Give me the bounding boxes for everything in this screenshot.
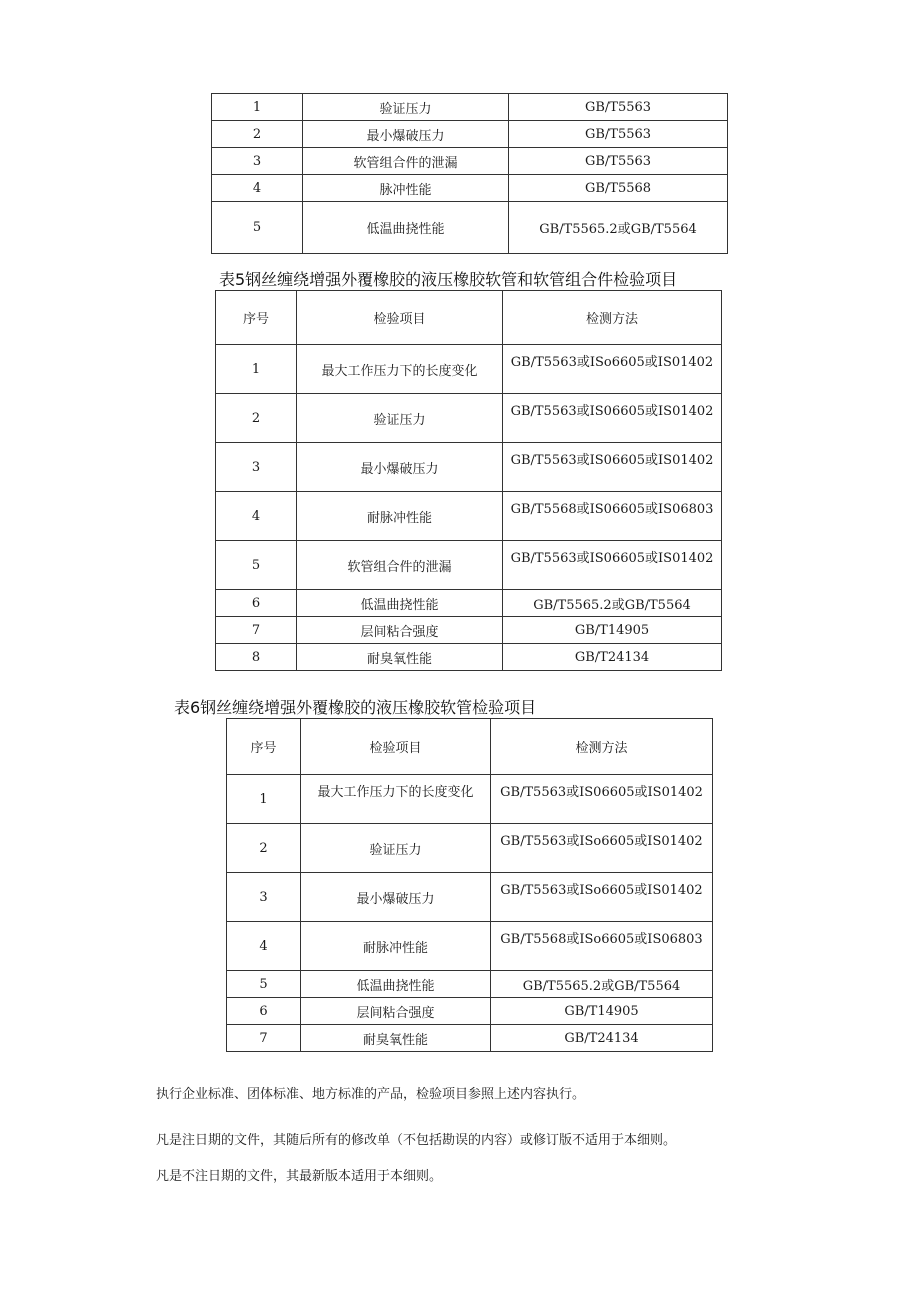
- cell-no: 4: [216, 492, 297, 541]
- cell-method: GB/T5563或IS06605或IS01402: [503, 443, 722, 492]
- cell-no: 4: [212, 175, 303, 202]
- cell-method: GB/T5565.2或GB/T5564: [503, 590, 722, 617]
- cell-method: GB/T24134: [491, 1025, 713, 1052]
- cell-no: 6: [227, 998, 301, 1025]
- cell-method: GB/T5563: [509, 121, 728, 148]
- cell-no: 5: [227, 971, 301, 998]
- cell-no: 3: [212, 148, 303, 175]
- cell-method: GB/T5563或ISo6605或IS01402: [491, 824, 713, 873]
- table-row: [212, 202, 728, 254]
- cell-method: GB/T5563或ISo6605或IS01402: [491, 873, 713, 922]
- table-row: [212, 94, 728, 121]
- cell-method: GB/T5563: [509, 94, 728, 121]
- cell-method: GB/T5563或IS06605或IS01402: [503, 541, 722, 590]
- cell-item: 脉冲性能: [303, 175, 509, 202]
- table-row: [227, 998, 713, 1025]
- cell-no: 7: [216, 617, 297, 644]
- cell-method: GB/T5563或IS06605或IS01402: [503, 394, 722, 443]
- paragraph-enterprise-standards: 执行企业标准、团体标准、地方标准的产品，检验项目参照上述内容执行。: [156, 1087, 586, 1102]
- table-row: [216, 443, 722, 492]
- cell-item: 低温曲挠性能: [301, 971, 491, 998]
- cell-method: GB/T5568: [509, 175, 728, 202]
- table-row: [227, 873, 713, 922]
- table-row: [216, 541, 722, 590]
- paragraph-undated-references: 凡是不注日期的文件，其最新版本适用于本细则。: [156, 1169, 443, 1184]
- table-header-row: [216, 291, 722, 345]
- header-item: 检验项目: [301, 719, 491, 775]
- header-method: 检测方法: [491, 719, 713, 775]
- header-no: 序号: [216, 291, 297, 345]
- cell-item: 层间粘合强度: [297, 617, 503, 644]
- table-row: [227, 1025, 713, 1052]
- table-row: [216, 617, 722, 644]
- cell-no: 4: [227, 922, 301, 971]
- cell-item: 软管组合件的泄漏: [297, 541, 503, 590]
- cell-item: 低温曲挠性能: [297, 590, 503, 617]
- table-row: [216, 492, 722, 541]
- table-row: [216, 644, 722, 671]
- cell-item: 验证压力: [303, 94, 509, 121]
- cell-no: 3: [227, 873, 301, 922]
- cell-item: 耐脉冲性能: [301, 922, 491, 971]
- table-row: [212, 175, 728, 202]
- cell-method: GB/T5563或ISo6605或IS01402: [503, 345, 722, 394]
- table-continued: [211, 93, 728, 254]
- cell-no: 5: [212, 202, 303, 254]
- cell-item: 最大工作压力下的长度变化: [301, 775, 491, 824]
- cell-method: GB/T14905: [503, 617, 722, 644]
- header-no: 序号: [227, 719, 301, 775]
- table-row: [216, 590, 722, 617]
- cell-method: GB/T5565.2或GB/T5564: [491, 971, 713, 998]
- cell-no: 8: [216, 644, 297, 671]
- cell-item: 最小爆破压力: [303, 121, 509, 148]
- cell-item: 验证压力: [297, 394, 503, 443]
- cell-item: 最大工作压力下的长度变化: [297, 345, 503, 394]
- table-row: [227, 971, 713, 998]
- cell-item: 软管组合件的泄漏: [303, 148, 509, 175]
- table5-caption: 表5钢丝缠绕增强外覆橡胶的液压橡胶软管和软管组合件检验项目: [219, 270, 678, 289]
- cell-item: 耐臭氧性能: [301, 1025, 491, 1052]
- cell-no: 2: [212, 121, 303, 148]
- cell-method: GB/T14905: [491, 998, 713, 1025]
- cell-no: 1: [212, 94, 303, 121]
- cell-no: 2: [227, 824, 301, 873]
- cell-item: 最小爆破压力: [297, 443, 503, 492]
- cell-method: GB/T5563: [509, 148, 728, 175]
- cell-no: 6: [216, 590, 297, 617]
- table-row: [227, 775, 713, 824]
- cell-item: 层间粘合强度: [301, 998, 491, 1025]
- cell-no: 7: [227, 1025, 301, 1052]
- cell-no: 3: [216, 443, 297, 492]
- cell-item: 耐脉冲性能: [297, 492, 503, 541]
- cell-item: 低温曲挠性能: [303, 202, 509, 254]
- cell-no: 1: [227, 775, 301, 824]
- cell-no: 5: [216, 541, 297, 590]
- cell-no: 2: [216, 394, 297, 443]
- cell-method: GB/T5568或IS06605或IS06803: [503, 492, 722, 541]
- table6-caption: 表6钢丝缠绕增强外覆橡胶的液压橡胶软管检验项目: [174, 698, 537, 717]
- cell-method: GB/T24134: [503, 644, 722, 671]
- cell-item: 耐臭氧性能: [297, 644, 503, 671]
- cell-method: GB/T5563或IS06605或IS01402: [491, 775, 713, 824]
- table-row: [212, 121, 728, 148]
- table-row: [227, 824, 713, 873]
- cell-item: 最小爆破压力: [301, 873, 491, 922]
- table-header-row: [227, 719, 713, 775]
- table-row: [212, 148, 728, 175]
- cell-no: 1: [216, 345, 297, 394]
- header-method: 检测方法: [503, 291, 722, 345]
- table-row: [216, 394, 722, 443]
- paragraph-dated-references: 凡是注日期的文件，其随后所有的修改单（不包括勘误的内容）或修订版不适用于本细则。: [156, 1133, 677, 1148]
- cell-item: 验证压力: [301, 824, 491, 873]
- table6: [226, 718, 713, 1052]
- cell-method: GB/T5565.2或GB/T5564: [509, 202, 728, 254]
- table-row: [216, 345, 722, 394]
- table-row: [227, 922, 713, 971]
- table5: [215, 290, 722, 671]
- header-item: 检验项目: [297, 291, 503, 345]
- cell-method: GB/T5568或ISo6605或IS06803: [491, 922, 713, 971]
